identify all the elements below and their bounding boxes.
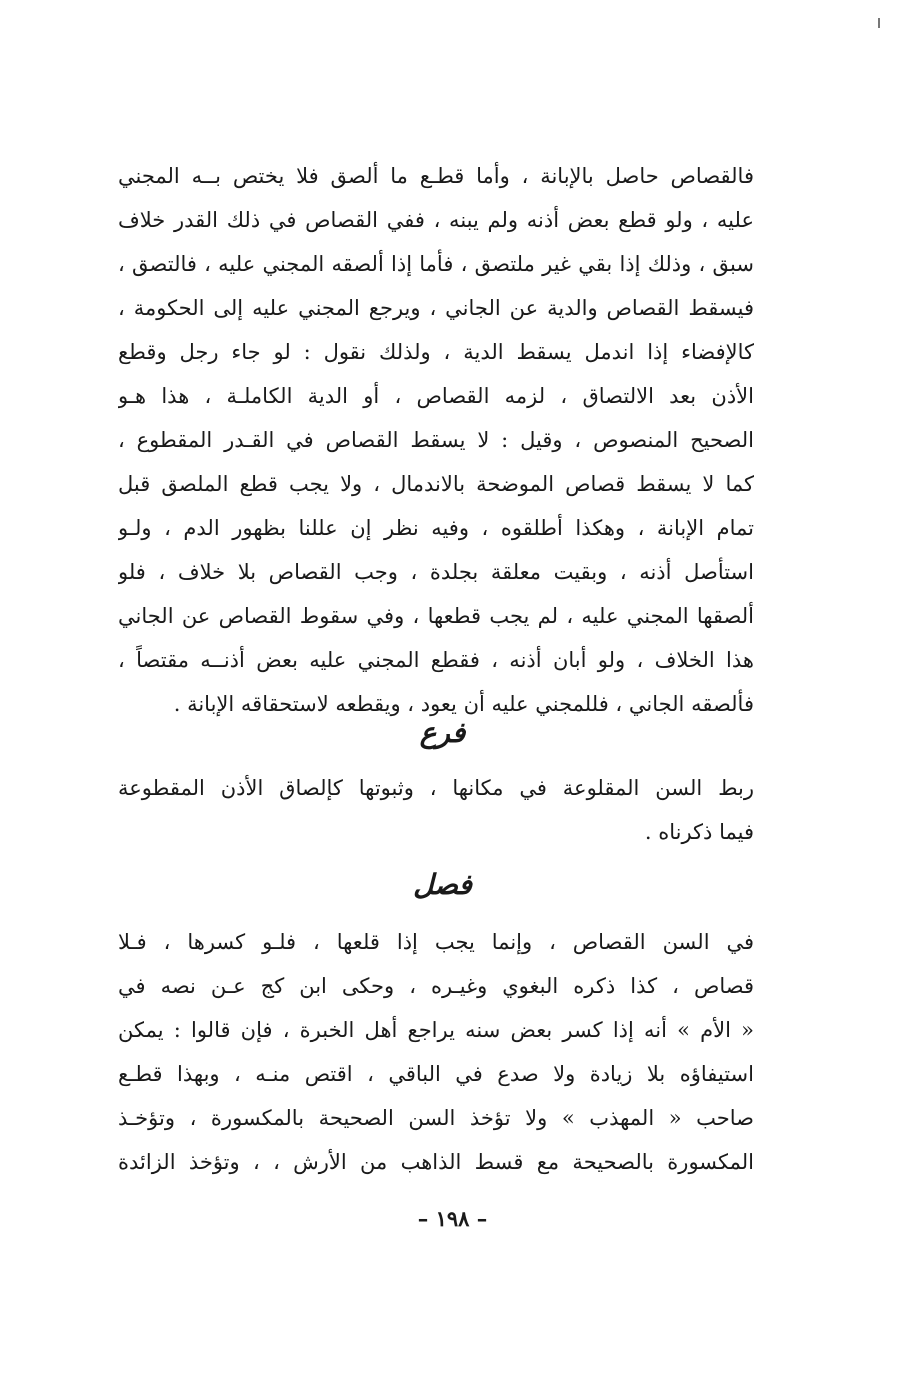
paragraph-section-3 [118, 920, 754, 1184]
paragraph-section-1 [118, 154, 754, 726]
text-line: قصاص ، كذا ذكره البغوي وغيـره ، وحكى ابن كج عـن نصه في [118, 974, 754, 998]
text-line: فيسقط القصاص والدية عن الجاني ، ويرجع المجني عليه إلى الحكومة ، [118, 296, 754, 320]
text-line: « الأم » أنه إذا كسر بعض سنه يراجع أهل الخبرة ، فإن قالوا : يمكن [118, 1018, 754, 1042]
text-line: استأصل أذنه ، وبقيت معلقة بجلدة ، وجب القصاص بلا خلاف ، فلو [118, 560, 754, 584]
text-line: عليه ، ولو قطع بعض أذنه ولم يبنه ، ففي القصاص في ذلك القدر خلاف [118, 208, 754, 232]
text-line: فالقصاص حاصل بالإبانة ، وأما قطـع ما ألصق فلا يختص بــه المجني [118, 164, 754, 188]
text-line: سبق ، وذلك إذا بقي غير ملتصق ، فأما إذا ألصقه المجني عليه ، فالتصق ، [118, 252, 754, 276]
text-line: كما لا يسقط قصاص الموضحة بالاندمال ، ولا يجب قطع الملصق قبل [118, 472, 754, 496]
text-line: ألصقها المجني عليه ، لم يجب قطعها ، وفي سقوط القصاص عن الجاني [118, 604, 754, 628]
text-line: ربط السن المقلوعة في مكانها ، وثبوتها كإلصاق الأذن المقطوعة [118, 776, 754, 800]
paragraph-section-2 [118, 766, 754, 854]
text-line: الأذن بعد الالتصاق ، لزمه القصاص ، أو الدية الكاملـة ، هذا هـو [118, 384, 754, 408]
text-line: في السن القصاص ، وإنما يجب إذا قلعها ، فلـو كسرها ، فـلا [118, 930, 754, 954]
page-number: – ١٩٨ – [417, 1206, 488, 1231]
section-heading-far: فرع [419, 716, 466, 749]
text-line: صاحب « المهذب » ولا تؤخذ السن الصحيحة بالمكسورة ، وتؤخـذ [118, 1106, 754, 1130]
text-line: فيما ذكرناه . [644, 820, 754, 844]
section-heading-fasl: فصل [413, 868, 472, 901]
text-line: هذا الخلاف ، ولو أبان أذنه ، فقطع المجني عليه بعض أذنــه مقتصاً ، [118, 648, 754, 672]
text-line: الصحيح المنصوص ، وقيل : لا يسقط القصاص في القـدر المقطوع ، [118, 428, 754, 452]
text-line: فألصقه الجاني ، فللمجني عليه أن يعود ، ويقطعه لاستحقاقه الإبانة . [173, 692, 754, 716]
text-line: كالإفضاء إذا اندمل يسقط الدية ، ولذلك نقول : لو جاء رجل وقطع [118, 340, 754, 364]
text-line: استيفاؤه بلا زيادة ولا صدع في الباقي ، اقتص منـه ، وبهذا قطـع [118, 1062, 754, 1086]
text-line: المكسورة بالصحيحة مع قسط الذاهب من الأرش ، ، وتؤخذ الزائدة [118, 1150, 754, 1174]
scan-mark [878, 18, 880, 28]
text-line: تمام الإبانة ، وهكذا أطلقوه ، وفيه نظر إن عللنا بظهور الدم ، ولـو [118, 516, 754, 540]
